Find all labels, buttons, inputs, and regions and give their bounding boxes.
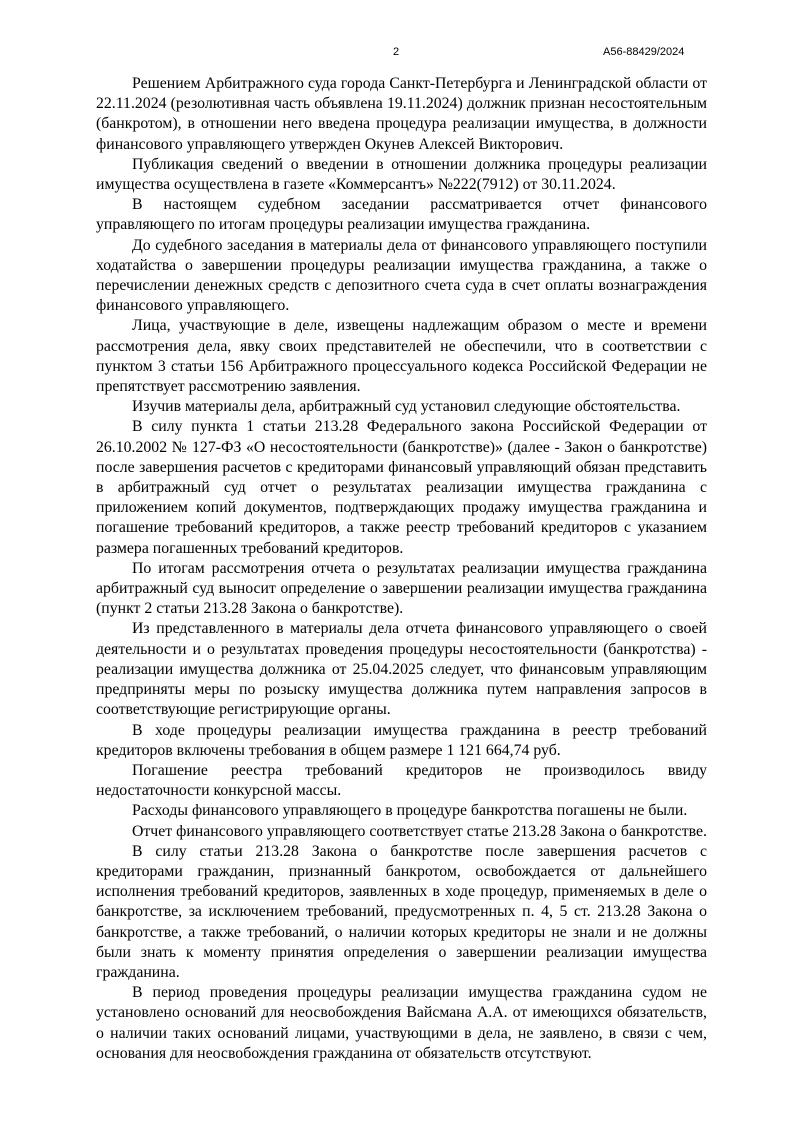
paragraph-law-article-1: В силу пункта 1 статьи 213.28 Федерального закона Российской Федерации от 26.10.2002 № 127-ФЗ «О несостоятельности (банкротстве)» (далее - Закон о банкротстве) после завершения расчетов с кредиторами финансовый управляющий обязан представить в арбитражный суд отчет о результатах реализации имущества гражданина с приложением копий документов, подтверждающих продажу имущества гражданина и погашение требований кредиторов, а также реестр требований кредиторов с указанием размера погашенных требований кредиторов. xyxy=(96,418,707,557)
paragraph-notice: Лица, участвующие в деле, извещены надлежащим образом о месте и времени рассмотрения дела, явку своих представителей не обеспечили, что в соответствии с пунктом 3 статьи 156 Арбитражного процессуального кодекса Российской Федерации не препятствует рассмотрению заявления. xyxy=(96,317,707,396)
case-number: А56-88429/2024 xyxy=(603,46,685,58)
document-body xyxy=(96,74,707,1064)
page-number: 2 xyxy=(393,46,400,58)
page-header xyxy=(0,46,800,66)
paragraph-no-repayment: Погашение реестра требований кредиторов не производилось ввиду недостаточности конкурсной массы. xyxy=(96,761,707,800)
paragraph-decision: Решением Арбитражного суда города Санкт-Петербурга и Ленинградской области от 22.11.2024 (резолютивная часть объявлена 19.11.2024) должник признан несостоятельным (банкротом), в отношении него введена процедура реализации имущества, в должности финансового управляющего утвержден Окунев Алексей Викторович. xyxy=(96,75,707,153)
paragraph-hearing-report: В настоящем судебном заседании рассматривается отчет финансового управляющего по итогам процедуры реализации имущества гражданина. xyxy=(96,196,707,234)
paragraph-release-rule: В силу статьи 213.28 Закона о банкротстве после завершения расчетов с кредиторами гражданин, признанный банкротом, освобождается от дальнейшего исполнения требований кредиторов, заявленных в ходе процедур, применяемых в деле о банкротстве, за исключением требований, предусмотренных п. 4, 5 ст. 213.28 Закона о банкротстве, а также требований, о наличии которых кредиторы не знали и не должны были знать к моменту принятия определения о завершении реализации имущества гражданина. xyxy=(96,842,707,981)
paragraph-findings-intro: Изучив материалы дела, арбитражный суд установил следующие обстоятельства. xyxy=(132,398,681,416)
paragraph-release-conclusion: В период проведения процедуры реализации имущества гражданина судом не установлено оснований для неосвобождения Вайсмана А.А. от имеющихся обязательств, о наличии таких оснований лицами, участвующими в дела, не заявлено, в связи с чем, основания для неосвобождения гражданина от обязательств отсутствуют. xyxy=(96,984,707,1062)
paragraph-publication: Публикация сведений о введении в отношении должника процедуры реализации имущества осуществлена в газете «Коммерсантъ» №222(7912) от 30.11.2024. xyxy=(96,155,707,194)
paragraph-report-details: Из представленного в материалы дела отчета финансового управляющего о своей деятельности и о результатах проведения процедуры несостоятельности (банкротства) - реализации имущества должника от 25.04.2025 следует, что финансовым управляющим предприняты меры по розыску имущества должника путем направления запросов в соответствующие регистрирующие органы. xyxy=(96,620,707,719)
paragraph-petitions: До судебного заседания в материалы дела от финансового управляющего поступили ходатайства о завершении процедуры реализации имущества гражданина, а также о перечислении денежных средств с депозитного счета суда в счет оплаты вознаграждения финансового управляющего. xyxy=(96,236,707,315)
paragraph-expenses: Расходы финансового управляющего в процедуре банкротства погашены не были. xyxy=(132,802,688,820)
paragraph-report-compliance: Отчет финансового управляющего соответствует статье 213.28 Закона о банкротстве. xyxy=(132,822,707,840)
paragraph-claims-register: В ходе процедуры реализации имущества гражданина в реестр требований кредиторов включены требования в общем размере 1 121 664,74 руб. xyxy=(96,721,707,759)
paragraph-law-article-2: По итогам рассмотрения отчета о результатах реализации имущества гражданина арбитражный суд выносит определение о завершении реализации имущества гражданина (пункт 2 статьи 213.28 Закона о банкротстве). xyxy=(96,559,707,618)
